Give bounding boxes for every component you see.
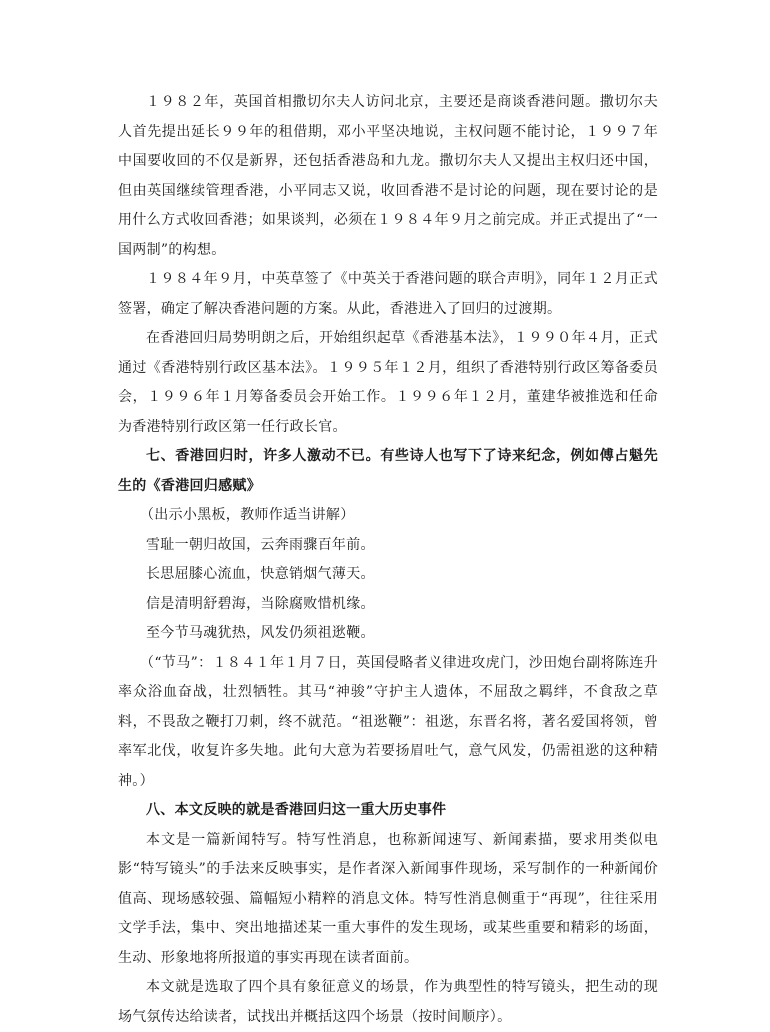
section-heading-7: 七、香港回归时，许多人激动不已。有些诗人也写下了诗来纪念，例如傅占魁先生的《香港回归感赋》: [118, 448, 658, 494]
paragraph-1984-declaration: １９８４年９月，中英草签了《中英关于香港问题的联合声明》，同年１２月正式签署，确定了解决香港问题的方案。从此，香港进入了回归的过渡期。: [118, 271, 658, 317]
poem-line-4: 至今节马魂犹热，风发仍须祖逖鞭。: [146, 625, 375, 641]
poem-annotation: （“节马”：１８４１年１月７日，英国侵略者义律进攻虎门，沙田炮台副将陈连升率众浴血奋战，壮烈牺牲。其马“神骏”守护主人遗体，不屈敌之羁绊，不食敌之草料，不畏敌之鞭打刀刺，终不就范。“祖逖鞭”：祖逖，东晋名将，著名爱国将领，曾率军北伐，收复许多失地。此句大意为若要扬眉吐气，意气风发，仍需祖逖的这种精神。）: [118, 654, 658, 789]
section-heading-8: 八、本文反映的就是香港回归这一重大历史事件: [146, 802, 447, 818]
poem-line-3: 信是清明舒碧海，当除腐败惜机缘。: [146, 595, 375, 612]
paragraph-four-scenes: 本文就是选取了四个具有象征意义的场景，作为典型性的特写镜头，把生动的现场气氛传达给读者，试找出并概括这四个场景（按时间顺序）。: [118, 979, 658, 1025]
paragraph-1982-talks: １９８２年，英国首相撒切尔夫人访问北京，主要还是商谈香港问题。撒切尔夫人首先提出延长９９年的租借期，邓小平坚决地说，主权问题不能讨论，１９９７年中国要收回的不仅是新界，还包括香港岛和九龙。撒切尔夫人又提出主权归还中国，但由英国继续管理香港，小平同志又说，收回香港不是讨论的问题，现在要讨论的是用什么方式收回香港；如果谈判，必须在１９８４年９月之前完成。并正式提出了“一国两制”的构想。: [118, 94, 658, 258]
poem-line-1: 雪耻一朝归故国，云奔雨骤百年前。: [146, 536, 375, 553]
paragraph-basic-law: 在香港回归局势明朗之后，开始组织起草《香港基本法》，１９９０年４月，正式通过《香港特别行政区基本法》。１９９５年１２月，组织了香港特别行政区筹备委员会，１９９６年１月筹备委员会开始工作。１９９６年１２月，董建华被推选和任命为香港特别行政区第一任行政长官。: [118, 330, 658, 435]
poem-line-2: 长思屈膝心流血，快意销烟气薄天。: [146, 566, 375, 582]
document-page: [118, 88, 658, 1032]
teaching-note: （出示小黑板，教师作适当讲解）: [140, 507, 355, 523]
paragraph-news-feature: 本文是一篇新闻特写。特写性消息，也称新闻速写、新闻素描，要求用类似电影“特写镜头”的手法来反映事实，是作者深入新闻事件现场，采写制作的一种新闻价值高、现场感较强、篇幅短小精粹的消息文体。特写性消息侧重于“再现”，往往采用文学手法，集中、突出地描述某一重大事件的发生现场，或某些重要和精彩的场面，生动、形象地将所报道的事实再现在读者面前。: [118, 831, 658, 966]
